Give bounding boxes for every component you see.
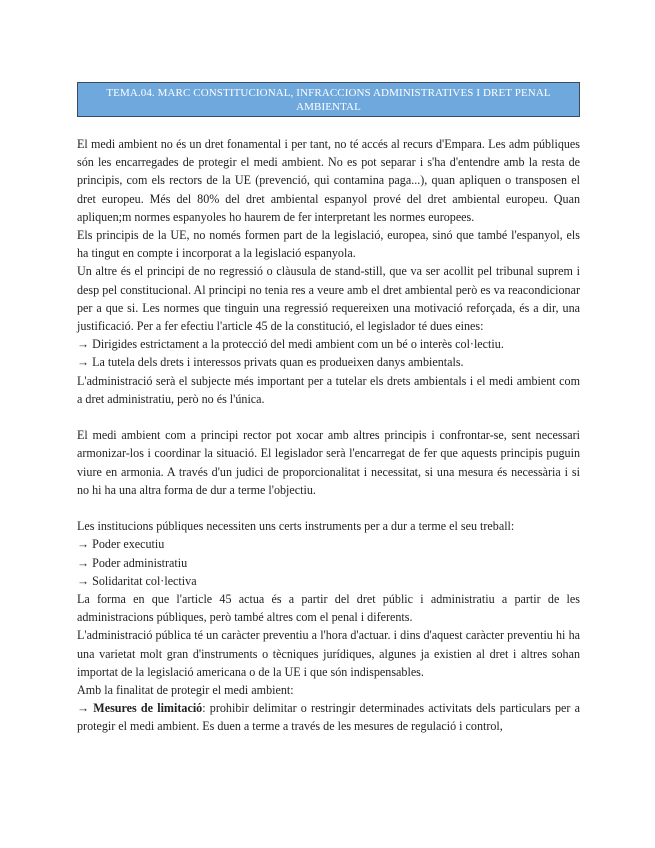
bullet-text: Dirigides estrictament a la protecció del medi ambient com un bé o interès col·lectiu. <box>92 337 504 352</box>
bullet-text: Poder administratiu <box>92 555 188 570</box>
arrow-bullet-icon <box>77 556 92 570</box>
document-title: TEMA.04. MARC CONSTITUCIONAL, INFRACCIONS ADMINISTRATIVES I DRET PENAL AMBIENTAL <box>106 86 551 113</box>
bullet-text: Poder executiu <box>92 537 165 552</box>
paragraph-article-45: La forma en que l'article 45 actua és a partir del dret públic i administratiu a partir de les administracions públiques, però també altres com el penal i diferents. <box>77 592 580 625</box>
arrow-bullet-icon <box>77 537 92 551</box>
paragraph-purpose: Amb la finalitat de protegir el medi ambient: <box>77 683 294 698</box>
paragraph-non-regression: Un altre és el principi de no regressió o clàusula de stand-still, que va ser acollit pel tribunal suprem i desp pel constitucional. Al principi no tenia res a veure amb el dret ambiental però es va reacondicionar per a que si. Les normes que tinguin una regressió requereixen una motivació reforçada, és a dir, una justificació. Per a fer efectiu l'article 45 de la constitució, el legislador té dues eines: <box>77 264 580 334</box>
arrow-bullet-icon <box>77 355 92 369</box>
bullet-item <box>77 335 580 353</box>
paragraph-guiding-principle: El medi ambient com a principi rector pot xocar amb altres principis i confrontar-se, sent necessari armonizar-los i coordinar la situació. El legislador serà l'encarregat de fer que aquests principis puguin viure en armonia. A través d'un judici de proporcionalitat i necessitat, si una mesura és necessària i si no hi ha una altra forma de dur a terme l'objectiu. <box>77 428 580 497</box>
bullet-label: Mesures de limitació <box>93 701 203 716</box>
bullet-text: : prohibir delimitar o restringir determinades activitats dels particulars per a protegir el medi ambient. Es duen a terme a través de les mesures de regulació i control, <box>77 701 580 734</box>
document-title-banner <box>77 82 580 117</box>
bullet-item <box>77 554 580 572</box>
arrow-bullet-icon <box>77 701 93 715</box>
bullet-item <box>77 572 580 590</box>
bullet-item <box>77 535 580 553</box>
bullet-item <box>77 699 580 735</box>
paragraph-eu-principles: Els principis de la UE, no només formen part de la legislació, europea, sinó que també l'espanyol, els ha tingut en compte i incorporat a la legislació espanyola. <box>77 228 580 261</box>
paragraph-preventive: L'administració pública té un caràcter preventiu a l'hora d'actuar. i dins d'aquest caràcter preventiu hi ha una varietat molt gran d'instruments o tècniques jurídiques, algunes ja existien al dret i altres sohan importat de la legislació americana o de la UE i que són indispensables. <box>77 628 580 679</box>
bullet-text: La tutela dels drets i interessos privats quan es produeixen danys ambientals. <box>92 355 464 370</box>
bullet-text: Solidaritat col·lectiva <box>92 573 197 588</box>
bullet-item <box>77 353 580 371</box>
arrow-bullet-icon <box>77 574 92 588</box>
paragraph-instruments: Les institucions públiques necessiten uns certs instruments per a dur a terme el seu treball: <box>77 519 515 534</box>
arrow-bullet-icon <box>77 337 92 351</box>
paragraph-intro: El medi ambient no és un dret fonamental i per tant, no té accés al recurs d'Empara. Les adm públiques són les encarregades de protegir el medi ambient. No es pot separar i s'ha d'entendre amb la resta de principis, com els rectors de la UE (prevenció, qui contamina paga...), quan apliquen o transposen el dret europeu. Més del 80% del dret ambiental espanyol prové del dret ambiental europeu. Quan apliquen;m normes espanyoles ho haurem de fer interpretant les normes europees. <box>77 137 580 224</box>
document-body <box>77 135 580 736</box>
paragraph-administration: L'administració serà el subjecte més important per a tutelar els drets ambientals i el medi ambient com a dret administratiu, però no és l'única. <box>77 373 580 406</box>
